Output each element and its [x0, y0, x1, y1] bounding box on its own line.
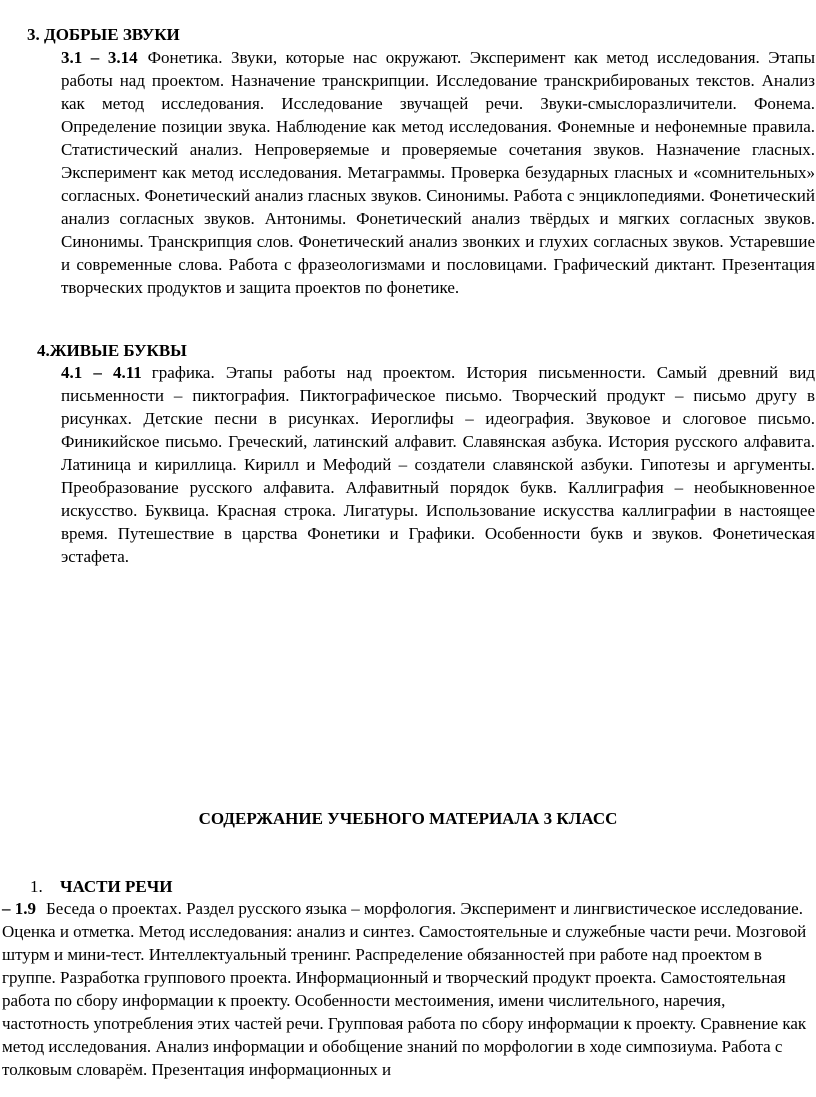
grade-3-item-1-heading — [30, 875, 172, 898]
section-3-text: Фонетика. Звуки, которые нас окружают. Эксперимент как метод исследования. Этапы работы над проектом. Назначение транскрипции. Исследование транскрибированых текстов. Анализ как метод исследования. Исследование звучащей речи. Звуки-смыслоразличители. Фонема. Определение позиции звука. Наблюдение как метод исследования. Фонемные и нефонемные правила. Статистический анализ. Непроверяемые и проверяемые сочетания звуков. Назначение гласных. Эксперимент как метод исследования. Метаграммы. Проверка безударных гласных и «сомнительных» согласных. Фонетический анализ гласных звуков. Синонимы. Работа с энциклопедиями. Фонетический анализ согласных звуков. Антонимы. Фонетический анализ твёрдых и мягких согласных звуков. Синонимы. Транскрипция слов. Фонетический анализ звонких и глухих согласных звуков. Устаревшие и современные слова. Работа с фразеологизмами и пословицами. Графический диктант. Презентация творческих продуктов и защита проектов по фонетике. — [61, 48, 815, 297]
grade-3-item-1-index: 1. — [30, 877, 43, 896]
grade-3-item-1-title: ЧАСТИ РЕЧИ — [60, 877, 173, 896]
section-3-range: 3.1 – 3.14 — [61, 48, 138, 67]
grade-3-item-1-paragraph — [2, 897, 814, 1081]
grade-3-item-1-text: Беседа о проектах. Раздел русского языка – морфология. Эксперимент и лингвистическое исследование. Оценка и отметка. Метод исследования: анализ и синтез. Самостоятельные и служебные части речи. Мозговой штурм и мини-тест. Интеллектуальный тренинг. Распределение обязанностей при работе над проектом в группе. Разработка группового проекта. Информационный и творческий продукт проекта. Самостоятельная работа по сбору информации к проекту. Особенности местоимения, имени числительного, наречия, частотность употребления этих частей речи. Групповая работа по сбору информации к проекту. Сравнение как метод исследования. Анализ информации и обобщение знаний по морфологии в ходе симпозиума. Работа с толковым словарём. Презентация информационных и — [2, 899, 807, 1079]
section-3-heading: 3. ДОБРЫЕ ЗВУКИ — [27, 25, 180, 44]
section-4-heading: 4.ЖИВЫЕ БУКВЫ — [37, 341, 187, 360]
grade-3-item-1-range: – 1.9 — [2, 899, 36, 918]
section-4-paragraph — [61, 361, 815, 568]
section-4-text: графика. Этапы работы над проектом. История письменности. Самый древний вид письменности – пиктография. Пиктографическое письмо. Творческий продукт – письмо другу в рисунках. Детские песни в рисунках. Иероглифы – идеография. Звуковое и слоговое письмо. Финикийское письмо. Греческий, латинский алфавит. Славянская азбука. История русского алфавита. Латиница и кириллица. Кирилл и Мефодий – создатели славянской азбуки. Гипотезы и аргументы. Преобразование русского алфавита. Алфавитный порядок букв. Каллиграфия – необыкновенное искусство. Буквица. Красная строка. Лигатуры. Использование искусства каллиграфии в настоящее время. Путешествие в царства Фонетики и Графики. Особенности букв и звуков. Фонетическая эстафета. — [61, 363, 815, 566]
grade-3-title: СОДЕРЖАНИЕ УЧЕБНОГО МАТЕРИАЛА 3 КЛАСС — [198, 809, 618, 828]
section-4-range: 4.1 – 4.11 — [61, 363, 142, 382]
section-3-paragraph — [61, 46, 815, 299]
